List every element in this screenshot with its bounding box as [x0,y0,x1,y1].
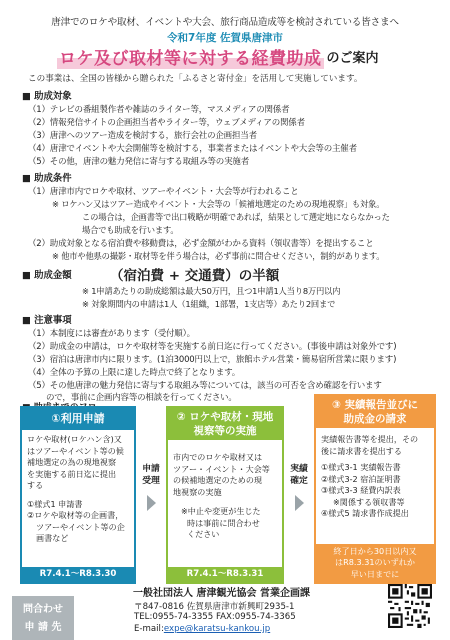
step-title-line: ② ロケや取材・現地 [176,411,274,423]
amount-note: ※ 1申請あたりの助成総額は最大50万円，且つ1申請1人当り8万円以内 [82,286,341,296]
lead-text: この事業は、全国の皆様から贈られた「ふるさと寄付金」を活用して実施しています。 [28,74,363,84]
flow-step-3 [314,394,436,584]
note-item: （3）宿泊は唐津市内に限ります。(1泊3000円以上で，旅館ホテル営業・簡易宿所営業に限ります) [28,355,397,365]
step-text: 後に請求書を提出する [321,445,402,456]
step-1-title: ①利用申請 [22,408,134,430]
contact-email-row [134,624,270,634]
amount-half: の半額 [238,268,280,284]
arrow-label-application-accepted: 申請受理 [142,464,160,486]
step-text: ④様式5 請求書作成提出 [321,508,409,518]
targets-heading: ■ 助成対象 [22,91,72,102]
step-text: ③様式3-3 経費内訳表 [321,485,401,495]
main-title-highlight: ロケ及び取材等に対する経費助成 [57,44,324,69]
notes-heading: ■ 注意事項 [22,315,72,326]
amount-heading: ■ 助成金額 [22,270,72,281]
condition-1: （1）唐津市内でロケや取材、ツアーやイベント・大会等が行われること [28,187,299,197]
condition-2: （2）助成対象となる宿泊費や移動費は，必ず金額がわかる資料（領収書等）を提出すること [28,239,374,249]
flow-step-2 [166,406,284,584]
amount-note: ※ 対象期間内の申請は1人（1組織，1部署，1支店等）あたり2回まで [82,299,336,309]
contact-label-line: 問合わせ [23,604,63,615]
main-title-suffix: のご案内 [326,50,379,66]
condition-2-note: ※ 他市や他県の撮影・取材等を伴う場合は，必ず事前に問合せください，制約があります。 [52,251,385,261]
step-title-line: 助成金の請求 [343,413,407,425]
note-item-cont: ので，事前に企画内容等の相談を行ってください。 [46,393,237,403]
step-3-title [316,396,434,428]
step-2-period: R7.4.1～R8.3.31 [168,567,282,582]
step-1-body [22,430,134,549]
note-item: （1）本制度には審査があります（受付順）。 [28,329,195,339]
step-3-deadline [316,544,434,583]
step-text: する [27,480,44,490]
deadline-text: はR8.3.31のいずれか [335,557,415,567]
step-text: の候補地選定のための現 [173,475,263,485]
step-text: 実績報告書等を提出，その [321,434,419,444]
email-link[interactable]: expe@karatsu-kankou.jp [163,624,271,634]
contact-organization: 一般社団法人 唐津観光協会 営業企画課 [133,588,310,599]
target-item: （3）唐津へのツアー造成を検討する，旅行会社の企画担当者 [28,131,257,141]
note-item: （4）全体の予算の上限に達した時点で終了となります。 [28,368,241,378]
step-text: を実施する前日迄に提出 [27,468,117,479]
step-text: はツアーやイベント等の候 [27,445,124,456]
step-text: ツアーやイベント等の企 [36,521,125,532]
step-text: 市内でのロケや取材又は [173,452,263,462]
arrow-right-icon [147,495,156,511]
main-title [57,45,379,67]
target-item: （2）情報発信サイトの企画担当者やライター等，ウェブメディアの関係者 [28,118,305,128]
step-text: 補地選定の為の現地視察 [27,457,117,467]
deadline-text: 早い日までに [350,568,400,579]
arrow-right-icon [295,495,304,511]
step-text: ※関係する領収書等 [333,496,405,507]
note-item: （2）助成金の申請は，ロケや取材等を実施する前日迄に行ってください。(事後申請は対象外です) [28,342,397,352]
step-text: 画書など [36,533,69,543]
conditions-heading: ■ 助成条件 [22,173,72,184]
flow-step-1 [20,406,136,584]
condition-1-note: この場合は，企画書等で出口戦略が明確であれば，結果として選定地にならなかった [82,212,390,222]
contact-address: 〒847-0816 佐賀県唐津市新興町2935-1 [134,602,295,612]
note-item: （5）その他唐津の魅力発信に寄与する取組み等については，該当の可否を含め確認を行います [28,381,382,391]
deadline-text: 終了日から30日以内又 [333,545,417,556]
target-item: （5）その他，唐津の魅力発信に寄与する取組み等の実施者 [28,157,250,167]
email-label: E-mail: [134,624,164,634]
step-title-line: 視察等の実施 [193,425,257,437]
step-text: ツアー・イベント・大会等 [173,463,270,474]
step-text: ロケや取材(ロケハン含)又 [27,434,122,444]
condition-1-note: ※ ロケハン又はツアー造成やイベント・大会等の「候補地選定のための現地視察」も対象。 [52,199,385,209]
contact-phone-fax: TEL:0955-74-3355 FAX:0955-74-3365 [134,612,296,622]
step-3-body [316,428,434,524]
qr-code-icon[interactable] [388,584,432,628]
step-text: ②ロケや取材等の企画書， [27,510,124,520]
target-item: （4）唐津でイベントや大会開催等を検討する，事業者またはイベントや大会等の主催者 [28,144,357,154]
step-text: ください [187,529,220,539]
step-2-body [168,440,282,545]
step-title-line: ③ 実績報告並びに [331,399,419,411]
condition-1-note: 場合でも助成を行います。 [82,225,179,235]
amount-main [110,264,279,284]
contact-label-line: 申 請 先 [24,622,62,633]
target-item: （1）テレビの番組製作者や雑誌のライター等，マスメディアの関係者 [28,105,290,115]
step-text: ※中止や変更が生じた [181,506,261,516]
contact-label [12,596,74,640]
amount-formula: （宿泊費 + 交通費） [110,268,239,284]
step-text: ①様式3-1 実績報告書 [321,462,401,472]
intro-text: 唐津でのロケや取材、イベントや大会、旅行商品造成等を検討されている皆さまへ [51,17,399,28]
step-1-period: R7.4.1～R8.3.30 [22,567,134,582]
step-text: ②様式3-2 宿泊証明書 [321,473,401,484]
step-2-title [168,408,282,440]
year-city: 令和7年度 佐賀県唐津市 [167,32,283,44]
step-text: 地視察の実施 [173,486,222,497]
step-text: ①様式1 申請書 [27,498,83,509]
step-text: 時は事前に問合わせ [187,517,260,528]
arrow-label-results-confirmed: 実績確定 [290,464,308,486]
